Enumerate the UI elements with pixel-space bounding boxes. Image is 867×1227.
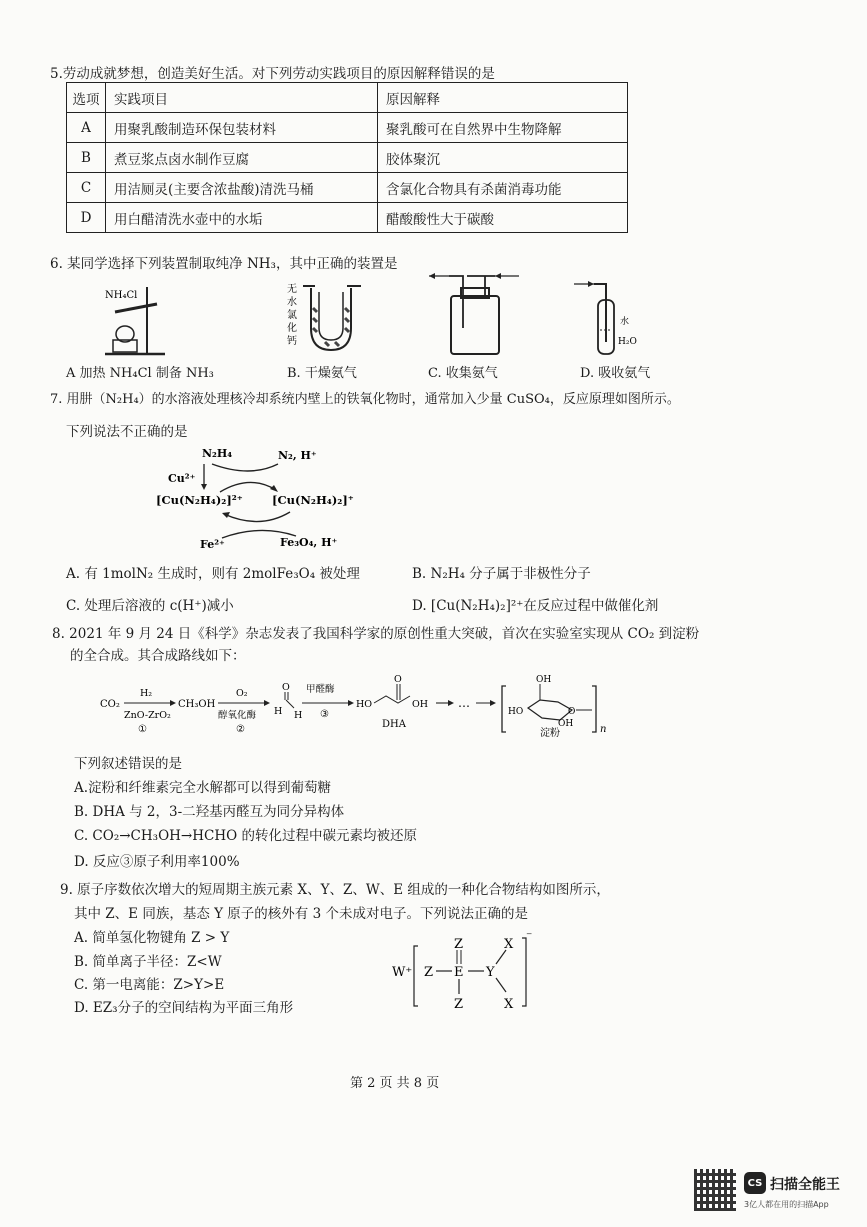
- arrow-head-icon: [429, 273, 435, 279]
- apparatus-c-gas-bottle: [425, 268, 525, 358]
- reagent-label: NH₄Cl: [105, 290, 138, 301]
- table-header: 实践项目: [106, 83, 378, 113]
- q8-option-b: B. DHA 与 2，3-二羟基丙醛互为同分异构体: [74, 804, 345, 820]
- atom-e-label: E: [454, 965, 464, 980]
- q8-title-line1: 8. 2021 年 9 月 24 日《科学》杂志发表了我国科学家的原创性重大突破，首次在实验室实现从 CO₂ 到淀粉: [52, 626, 700, 642]
- q7-mechanism-diagram: [150, 442, 380, 554]
- table-header-row: [67, 83, 628, 113]
- bond-line: [286, 700, 294, 708]
- q8-option-a: A.淀粉和纤维素完全水解都可以得到葡萄糖: [74, 780, 332, 796]
- formaldehyde-h-label: H: [274, 706, 283, 717]
- enzyme1-label: 醇氧化酶: [218, 710, 257, 721]
- q8-option-c: C. CO₂→CH₃OH→HCHO 的转化过程中碳元素均被还原: [74, 828, 417, 844]
- q6-title: 6. 某同学选择下列装置制取纯净 NH₃，其中正确的装置是: [50, 256, 398, 272]
- arrow-curve-upper: [220, 482, 276, 492]
- catalyst-label: ZnO-ZrO₂: [124, 710, 171, 721]
- glass-tubes: [449, 276, 495, 328]
- u-tube-label: 水: [287, 297, 297, 308]
- apparatus-a-heating: [95, 282, 175, 357]
- table-cell-project: 用白醋清洗水壶中的水垢: [106, 203, 378, 233]
- q7-prompt: 下列说法不正确的是: [66, 424, 188, 440]
- table-header: 选项: [67, 83, 106, 113]
- bond-line: [496, 950, 506, 964]
- starch-label: 淀粉: [540, 728, 560, 739]
- u-tube-label: 氯: [287, 310, 297, 321]
- fe3o4-label: Fe₃O₄, H⁺: [280, 536, 338, 549]
- q9-option-d: D. EZ₃分子的空间结构为平面三角形: [74, 1000, 294, 1016]
- q6-option-b: B. 干燥氨气: [287, 366, 357, 381]
- arrow-head-icon: [348, 700, 354, 706]
- page-number: 第 2 页 共 8 页: [350, 1076, 440, 1091]
- complex-right-label: [Cu(N₂H₄)₂]⁺: [272, 493, 354, 507]
- formaldehyde-h-label: H: [294, 710, 303, 721]
- atom-x-label: X: [504, 937, 514, 952]
- repeat-n-label: n: [600, 724, 607, 735]
- test-tube: [115, 304, 157, 312]
- table-cell-option: C: [67, 173, 106, 203]
- arrow-head-icon: [490, 700, 496, 706]
- q9-title-line2: 其中 Z、E 同族，基态 Y 原子的核外有 3 个未成对电子。下列说法正确的是: [74, 906, 528, 922]
- u-tube-label: 化: [287, 323, 297, 334]
- table-row: [67, 113, 628, 143]
- apparatus-b-u-tube: [285, 278, 365, 358]
- ring-ho-label: HO: [508, 707, 524, 717]
- q7-option-b: B. N₂H₄ 分子属于非极性分子: [412, 566, 591, 582]
- o2-label: O₂: [236, 688, 248, 699]
- q5-title: 5.劳动成就梦想，创造美好生活。对下列劳动实践项目的原因解释错误的是: [50, 66, 495, 82]
- n2h4-label: N₂H₄: [202, 447, 233, 460]
- table-row: [67, 203, 628, 233]
- q9-option-a: A. 简单氢化物键角 Z > Y: [74, 930, 230, 946]
- arrow-head-icon: [448, 700, 454, 706]
- arrow-head-icon: [588, 281, 594, 287]
- table-cell-project: 煮豆浆点卤水制作豆腐: [106, 143, 378, 173]
- scanner-brand: 扫描全能王: [770, 1177, 840, 1193]
- ch3oh-label: CH₃OH: [178, 699, 216, 710]
- arrow-head-icon: [270, 485, 278, 492]
- table-cell-option: D: [67, 203, 106, 233]
- q8-option-d: D. 反应③原子利用率100%: [74, 854, 240, 870]
- table-row: [67, 143, 628, 173]
- q6-option-d: D. 吸收氨气: [580, 366, 651, 381]
- charge-label: ⁻: [526, 930, 533, 943]
- q7-option-c: C. 处理后溶液的 c(H⁺)减小: [66, 598, 234, 614]
- glucose-ring: [528, 700, 572, 720]
- u-tube-inner: [319, 292, 343, 340]
- table-cell-reason: 含氯化合物具有杀菌消毒功能: [378, 173, 628, 203]
- delivery-tube: [594, 284, 606, 342]
- scanner-tagline: 3亿人都在用的扫描App: [744, 1200, 829, 1209]
- bracket-left: [502, 686, 506, 732]
- bond-line: [496, 978, 506, 992]
- q9-structure-diagram: [388, 930, 538, 1014]
- ring-oh-label: OH: [558, 719, 574, 729]
- q9-option-b: B. 简单离子半径：Z<W: [74, 954, 222, 970]
- collection-bottle: [451, 296, 499, 354]
- arrow-head-icon: [495, 273, 501, 279]
- enzyme2-label: 甲醛酶: [306, 684, 335, 695]
- q5-table: [66, 82, 628, 233]
- q7-option-d: D. [Cu(N₂H₄)₂]²⁺在反应过程中做催化剂: [412, 598, 659, 614]
- step1-label: ①: [138, 724, 147, 735]
- co2-label: CO₂: [100, 699, 120, 710]
- fe-ion-label: Fe²⁺: [200, 538, 225, 551]
- qr-code-icon: [694, 1169, 736, 1211]
- q9-option-c: C. 第一电离能：Z>Y>E: [74, 977, 225, 993]
- q9-title-line1: 9. 原子序数依次增大的短周期主族元素 X、Y、Z、W、E 组成的一种化合物结构如图所示，: [60, 882, 610, 898]
- u-tube-label: 无: [287, 284, 297, 295]
- u-tube-label: 钙: [287, 336, 297, 347]
- n2-h-label: N₂, H⁺: [278, 449, 317, 462]
- table-cell-reason: 醋酸酸性大于碳酸: [378, 203, 628, 233]
- arrow-head-icon: [170, 700, 176, 706]
- water-mark-label: 水: [620, 317, 630, 327]
- q8-synthesis-route: [98, 670, 618, 746]
- apparatus-d-absorption: [570, 270, 660, 360]
- atom-y-label: Y: [486, 965, 495, 980]
- dha-ho-label: HO: [356, 699, 373, 710]
- h2-label: H₂: [140, 688, 153, 699]
- ring-o-label: O: [568, 707, 576, 717]
- scanner-logo-icon: CS: [744, 1172, 766, 1194]
- arrow-curve-top: [212, 464, 278, 471]
- arrow-head-icon: [201, 484, 207, 490]
- dha-label: DHA: [382, 719, 406, 730]
- table-header: 原因解释: [378, 83, 628, 113]
- atom-z-top-label: Z: [454, 937, 464, 952]
- q6-option-c: C. 收集氨气: [428, 366, 498, 381]
- q8-title-line2: 的全合成。其合成路线如下：: [70, 648, 246, 664]
- q6-option-a: A 加热 NH₄Cl 制备 NH₃: [66, 366, 214, 381]
- dha-carbonyl-o: O: [394, 674, 402, 685]
- formaldehyde-o-label: O: [282, 682, 290, 693]
- arrow-head-icon: [222, 512, 230, 518]
- step2-label: ②: [236, 724, 245, 735]
- q8-prompt: 下列叙述错误的是: [74, 756, 182, 772]
- table-cell-option: A: [67, 113, 106, 143]
- bracket-right: [522, 938, 526, 1006]
- bracket-left: [414, 946, 418, 1006]
- atom-x-label: X: [504, 997, 514, 1012]
- dha-chain: [374, 696, 410, 703]
- q7-title: 7. 用肼（N₂H₄）的水溶液处理核冷却系统内壁上的铁氧化物时，通常加入少量 CuSO₄，反应原理如图所示。: [50, 392, 680, 407]
- water-label: H₂O: [618, 337, 637, 347]
- table-cell-project: 用聚乳酸制造环保包装材料: [106, 113, 378, 143]
- table-cell-reason: 聚乳酸可在自然界中生物降解: [378, 113, 628, 143]
- cation-label: W⁺: [392, 965, 413, 980]
- arrow-curve-lower: [224, 512, 290, 522]
- dha-oh-label: OH: [412, 699, 429, 710]
- step3-label: ③: [320, 709, 329, 720]
- table-row: [67, 173, 628, 203]
- table-cell-option: B: [67, 143, 106, 173]
- bracket-right: [592, 686, 596, 732]
- cu-ion-label: Cu²⁺: [168, 472, 196, 485]
- table-cell-project: 用洁厕灵(主要含浓盐酸)清洗马桶: [106, 173, 378, 203]
- atom-z-bottom-label: Z: [454, 997, 464, 1012]
- q7-option-a: A. 有 1molN₂ 生成时，则有 2molFe₃O₄ 被处理: [66, 566, 360, 582]
- ellipsis: …: [458, 696, 470, 710]
- atom-z-label: Z: [424, 965, 434, 980]
- complex-left-label: [Cu(N₂H₄)₂]²⁺: [156, 493, 243, 507]
- arrow-head-icon: [264, 700, 270, 706]
- table-cell-reason: 胶体聚沉: [378, 143, 628, 173]
- ring-oh-label: OH: [536, 675, 552, 685]
